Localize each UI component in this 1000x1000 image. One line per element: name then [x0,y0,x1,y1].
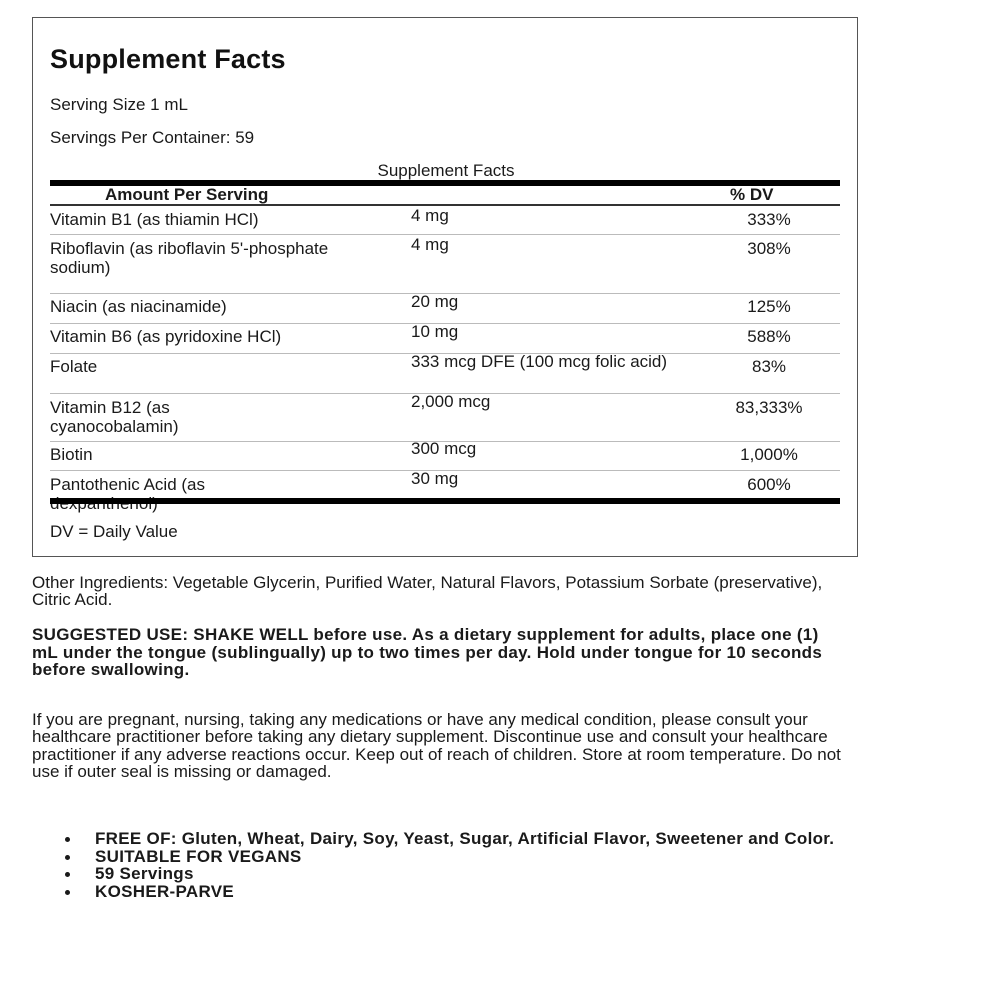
table-row [50,471,840,498]
serving-size: Serving Size 1 mL [50,95,188,114]
nutrient-name: Vitamin B1 (as thiamin HCl) [50,210,259,229]
daily-value-footnote: DV = Daily Value [50,522,178,541]
nutrient-dv: 125% [747,297,791,316]
nutrient-name: Pantothenic Acid (as [50,475,205,494]
nutrient-amount: 20 mg [411,292,459,311]
warning-text: If you are pregnant, nursing, taking any medications or have any medical condition, please consult your healthcare practitioner before taking any dietary supplement. Discontinue use and consult your healthcare practitioner if any adverse reactions occur. Keep out of reach of children. Store at room temperature. Do not use if outer seal is missing or damaged. [32,710,841,781]
nutrient-amount: 2,000 mcg [411,392,491,411]
nutrient-name: Niacin (as niacinamide) [50,297,227,316]
nutrient-amount: 4 mg [411,235,449,254]
list-item: KOSHER-PARVE [62,883,842,901]
header-percent-dv: % DV [730,185,774,204]
nutrient-dv: 333% [747,210,791,229]
table-bottom-divider [50,498,840,504]
list-item: FREE OF: Gluten, Wheat, Dairy, Soy, Yeast, Sugar, Artificial Flavor, Sweetener and Color. [62,830,842,848]
suggested-use: SUGGESTED USE: SHAKE WELL before use. As a dietary supplement for adults, place one (1) mL under the tongue (sublingually) up to two times per day. Hold under tongue for 10 seconds before swallowing. [32,625,823,679]
nutrient-name: Riboflavin (as riboflavin 5'-phosphate sodium) [50,239,329,277]
nutrient-name: Vitamin B6 (as pyridoxine HCl) [50,327,282,346]
table-header-row [50,186,840,204]
servings-per-container: Servings Per Container: 59 [50,128,255,147]
table-row [50,206,840,235]
list-item: 59 Servings [62,865,842,883]
nutrient-dv: 588% [747,327,791,346]
supplement-facts-panel [32,17,858,557]
list-item: SUITABLE FOR VEGANS [62,848,842,866]
other-ingredients: Other Ingredients: Vegetable Glycerin, Purified Water, Natural Flavors, Potassium Sorbate (preservative), Citric Acid. [32,573,823,609]
table-row [50,324,840,354]
nutrient-amount: 300 mcg [411,439,477,458]
table-caption: Supplement Facts [377,161,515,180]
nutrient-dv: 83% [751,357,787,376]
table-row [50,294,840,324]
nutrient-amount: 10 mg [411,322,459,341]
header-amount-per-serving: Amount Per Serving [105,185,269,204]
panel-title: Supplement Facts [50,44,286,74]
table-row [50,394,840,442]
nutrient-dv: 1,000% [740,445,798,464]
nutrient-name: Biotin [50,445,93,464]
nutrient-name: Vitamin B12 (as cyanocobalamin) [50,398,179,436]
nutrient-dv: 600% [747,475,791,494]
nutrient-amount: 4 mg [411,206,449,225]
nutrient-amount: 30 mg [411,469,459,488]
features-list [62,830,842,900]
nutrient-name: Folate [50,357,98,376]
table-row [50,354,840,394]
nutrient-amount: 333 mcg DFE (100 mcg folic acid) [411,352,668,371]
nutrient-dv: 308% [747,239,791,258]
table-row [50,235,840,294]
table-row [50,439,840,471]
nutrient-dv: 83,333% [735,398,803,417]
